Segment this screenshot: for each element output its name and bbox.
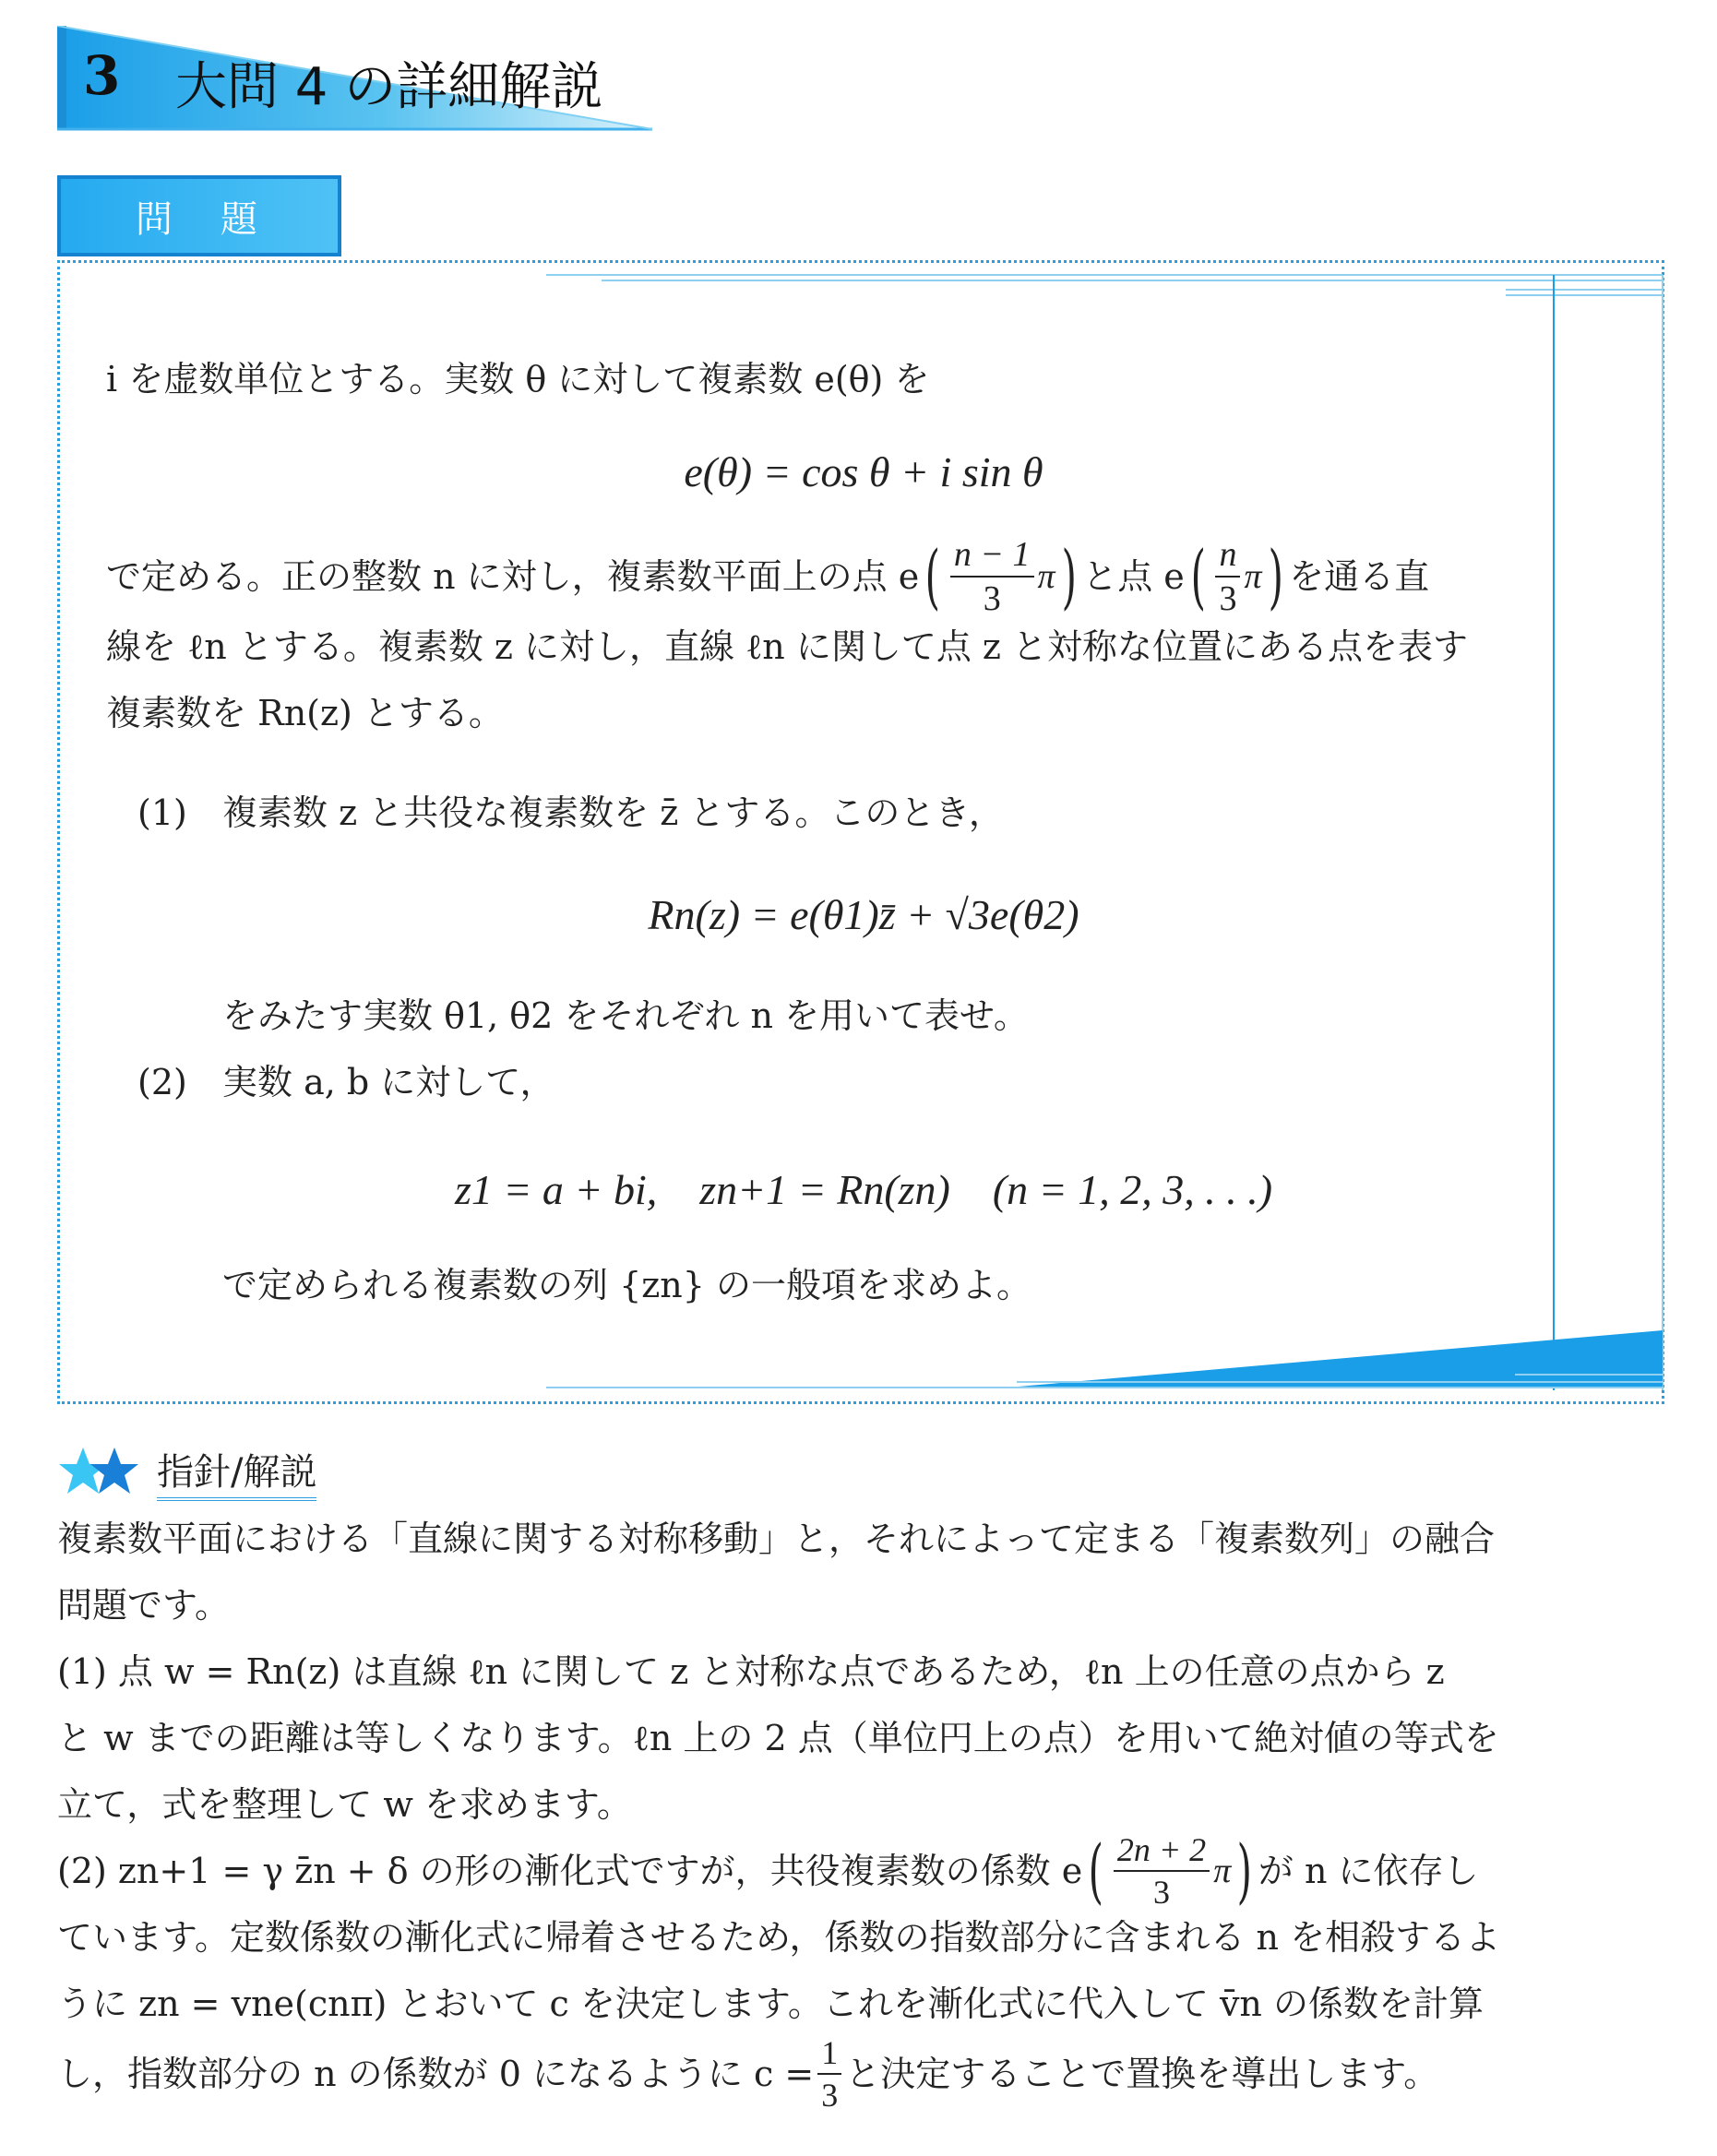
pi-symbol: π	[1037, 557, 1055, 596]
commentary-p3-text-c: し，指数部分の n の係数が 0 になるように c =	[57, 2054, 815, 2094]
question-1-formula: Rn(z) = e(θ1)z̄ + √3e(θ2)	[648, 891, 1079, 938]
fraction-numerator: n	[1215, 537, 1240, 578]
problem-box	[57, 260, 1664, 1404]
fraction-denominator: 3	[821, 2077, 839, 2114]
question-2-text: 実数 a, b に対して，	[222, 1062, 555, 1102]
fraction-1-over-3	[817, 2036, 841, 2112]
problem-label-text: 問 題	[136, 197, 263, 241]
commentary-p3-text-b: が n に依存し	[1258, 1851, 1479, 1891]
pi-symbol: π	[1213, 1852, 1232, 1890]
commentary-heading-text: 指針/解説	[157, 1443, 316, 1501]
commentary-p3-line4	[57, 2034, 1664, 2114]
commentary-heading	[57, 1439, 316, 1504]
question-2-formula: z1 = a + bi, zn+1 = Rn(zn) (n = 1, 2, 3, . . .)	[454, 1166, 1273, 1213]
problem-label	[57, 175, 341, 256]
commentary-p3-text-d: と決定することで置換を導出します。	[845, 2054, 1439, 2094]
definition-text-mid: と点 e	[1082, 556, 1185, 597]
question-1-text: 複素数 z と共役な複素数を z̄ とする。このとき，	[222, 792, 1004, 833]
fraction-2n-plus-2-over-3	[1114, 1833, 1210, 1909]
fraction-n-over-3	[1215, 537, 1240, 616]
definition-text-tail: を通る直	[1289, 556, 1430, 597]
commentary-p3-line3: うに zn = vne(cnπ) とおいて c を決定します。これを漸化式に代入して v̄n の係数を計算	[57, 1983, 1484, 2024]
definition-text-a: で定める。正の整数 n に対し，複素数平面上の点 e	[106, 556, 920, 597]
problem-definition-line3: 複素数を Rn(z) とする。	[106, 693, 504, 733]
question-1-tail: をみたす実数 θ1, θ2 をそれぞれ n を用いて表せ。	[222, 995, 1029, 1036]
section-number: 3	[83, 44, 121, 107]
commentary-p3-line2: ています。定数係数の漸化式に帰着させるため，係数の指数部分に含まれる n を相殺するよ	[57, 1917, 1501, 1958]
question-1-label: (1)	[137, 792, 187, 833]
section-header	[57, 26, 657, 135]
question-2-label: (2)	[137, 1062, 187, 1102]
commentary-p2-line2: と w までの距離は等しくなります。ℓn 上の 2 点（単位円上の点）を用いて絶対値の等式を	[57, 1718, 1499, 1758]
commentary-p2-line1: (1) 点 w = Rn(z) は直線 ℓn に関して z と対称な点であるため，ℓn 上の任意の点から z	[57, 1651, 1445, 1692]
fraction-numerator: 2n + 2	[1114, 1833, 1210, 1872]
star-icon	[57, 1446, 142, 1497]
problem-definition-line1: で定める。正の整数 n に対し，複素数平面上の点 e ( $\frac{n - 1}{3}$ π ) と点 e ( $\frac{n}{3}$ π ) を通る直	[106, 534, 1430, 618]
fraction-denominator: 3	[1153, 1874, 1171, 1911]
fraction-denominator: 3	[983, 579, 1001, 618]
commentary-p3-text-a: (2) zn+1 = γ z̄n + δ の形の漸化式ですが，共役複素数の係数 e	[57, 1851, 1083, 1891]
commentary-p1-line2: 問題です。	[57, 1585, 230, 1626]
fraction-denominator: 3	[1219, 579, 1237, 618]
commentary-body	[57, 1506, 1664, 2114]
fraction-numerator: 1	[817, 2036, 841, 2075]
section-title: 大問 4 の詳細解説	[175, 57, 603, 117]
pi-symbol: π	[1244, 557, 1262, 596]
problem-intro: i を虚数単位とする。実数 θ に対して複素数 e(θ) を	[106, 359, 930, 399]
problem-formula: e(θ) = cos θ + i sin θ	[684, 448, 1043, 495]
fraction-n-minus-1-over-3	[950, 537, 1034, 616]
fraction-numerator: n − 1	[950, 537, 1034, 578]
commentary-p1-line1: 複素数平面における「直線に関する対称移動」と，それによって定まる「複素数列」の融合	[57, 1519, 1496, 1559]
commentary-p2-line3: 立て，式を整理して w を求めます。	[57, 1784, 632, 1825]
commentary-p3-line1: (2) zn+1 = γ z̄n + δ の形の漸化式ですが，共役複素数の係数 e ( $\frac{2n + 2}{3}$ π ) が n に依存し	[57, 1828, 1479, 1912]
question-2-tail: で定められる複素数の列 {zn} の一般項を求めよ。	[222, 1265, 1032, 1305]
problem-definition-line2: 線を ℓn とする。複素数 z に対し，直線 ℓn に関して点 z と対称な位置にある点を表す	[106, 626, 1469, 667]
